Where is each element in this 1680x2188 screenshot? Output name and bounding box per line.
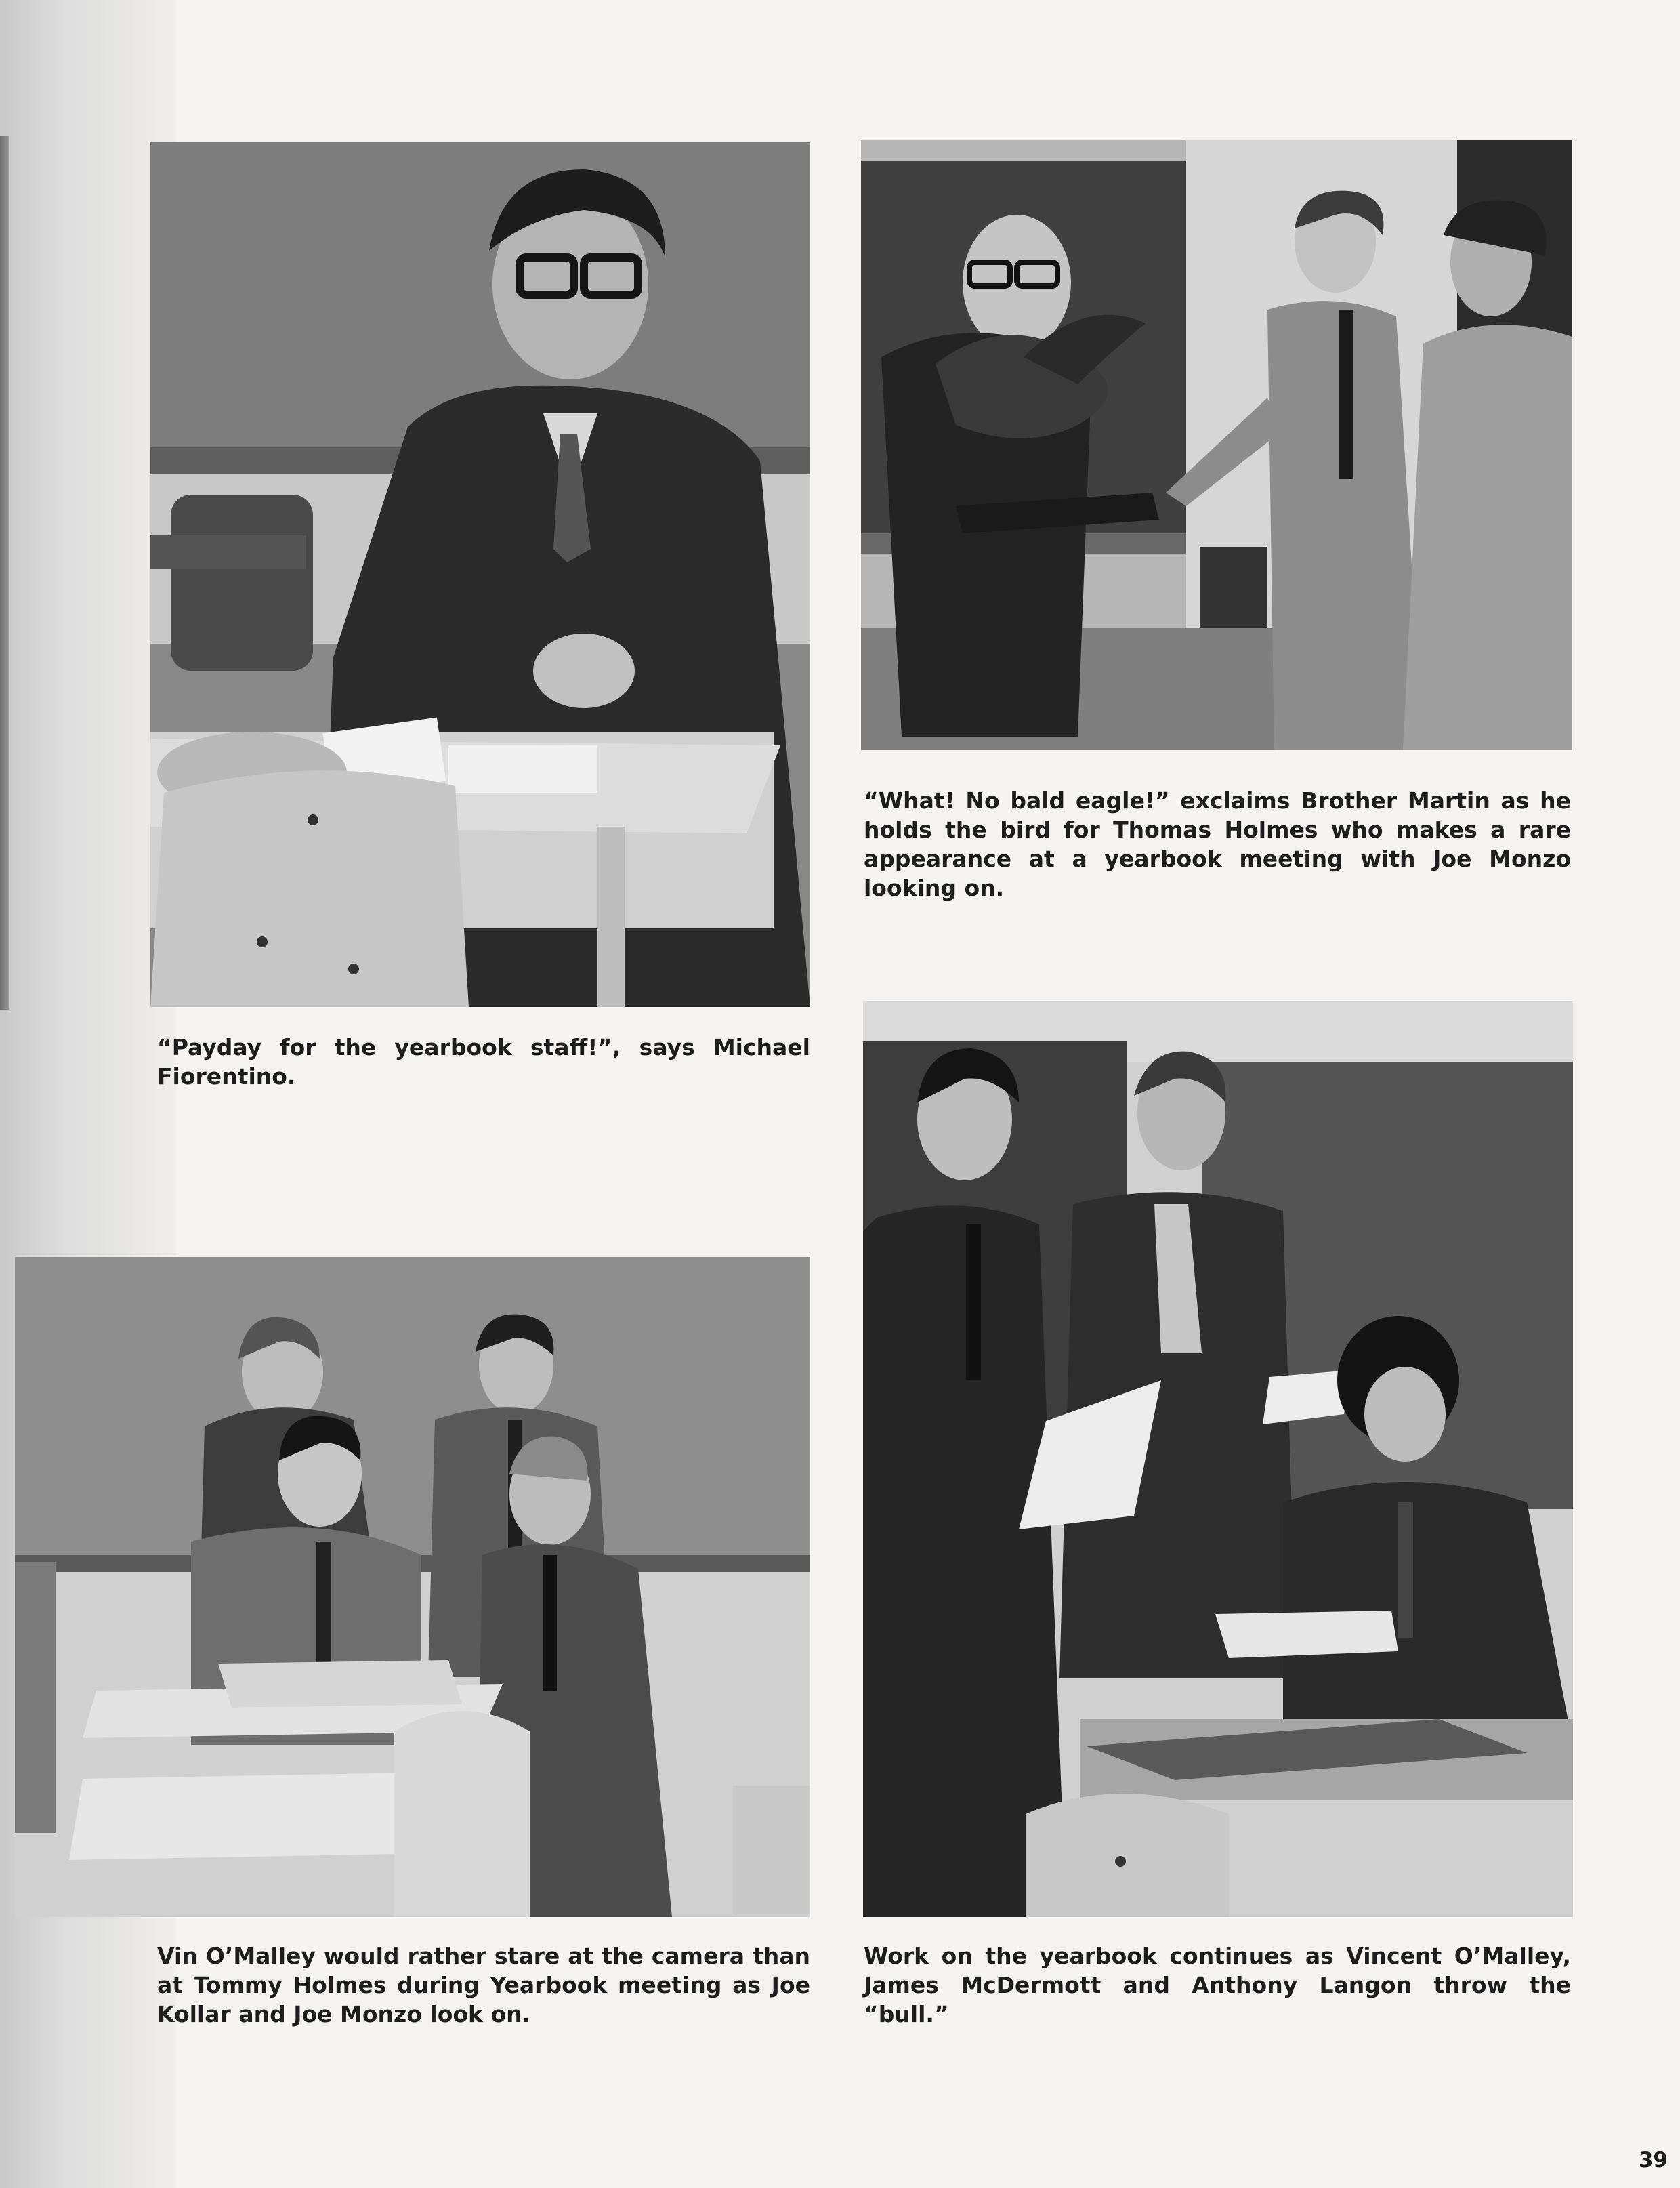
- photo-payday-image: [150, 142, 810, 1007]
- photo-bull-image: [863, 1001, 1573, 1917]
- page-number: 39: [1638, 2148, 1668, 2172]
- caption-eagle: “What! No bald eagle!” exclaims Brother Martin as he holds the bird for Thomas Holmes who makes a rare appearance at a yearbook meeting with Joe Monzo looking on.: [864, 787, 1571, 901]
- photo-eagle: [861, 140, 1572, 750]
- caption-payday: “Payday for the yearbook staff!”, says Michael Fiorentino.: [157, 1034, 810, 1090]
- photo-meeting-image: [15, 1257, 810, 1917]
- photo-eagle-image: [861, 140, 1572, 750]
- caption-bull: Work on the yearbook continues as Vincent O’Malley, James McDermott and Anthony Langon throw the “bull.”: [864, 1943, 1571, 2027]
- photo-bull: [863, 1001, 1573, 1917]
- photo-meeting: [15, 1257, 810, 1917]
- caption-meeting: Vin O’Malley would rather stare at the camera than at Tommy Holmes during Yearbook meeting as Joe Kollar and Joe Monzo look on.: [157, 1943, 810, 2027]
- photo-payday: [150, 142, 810, 1007]
- binding-edge: [0, 136, 9, 1010]
